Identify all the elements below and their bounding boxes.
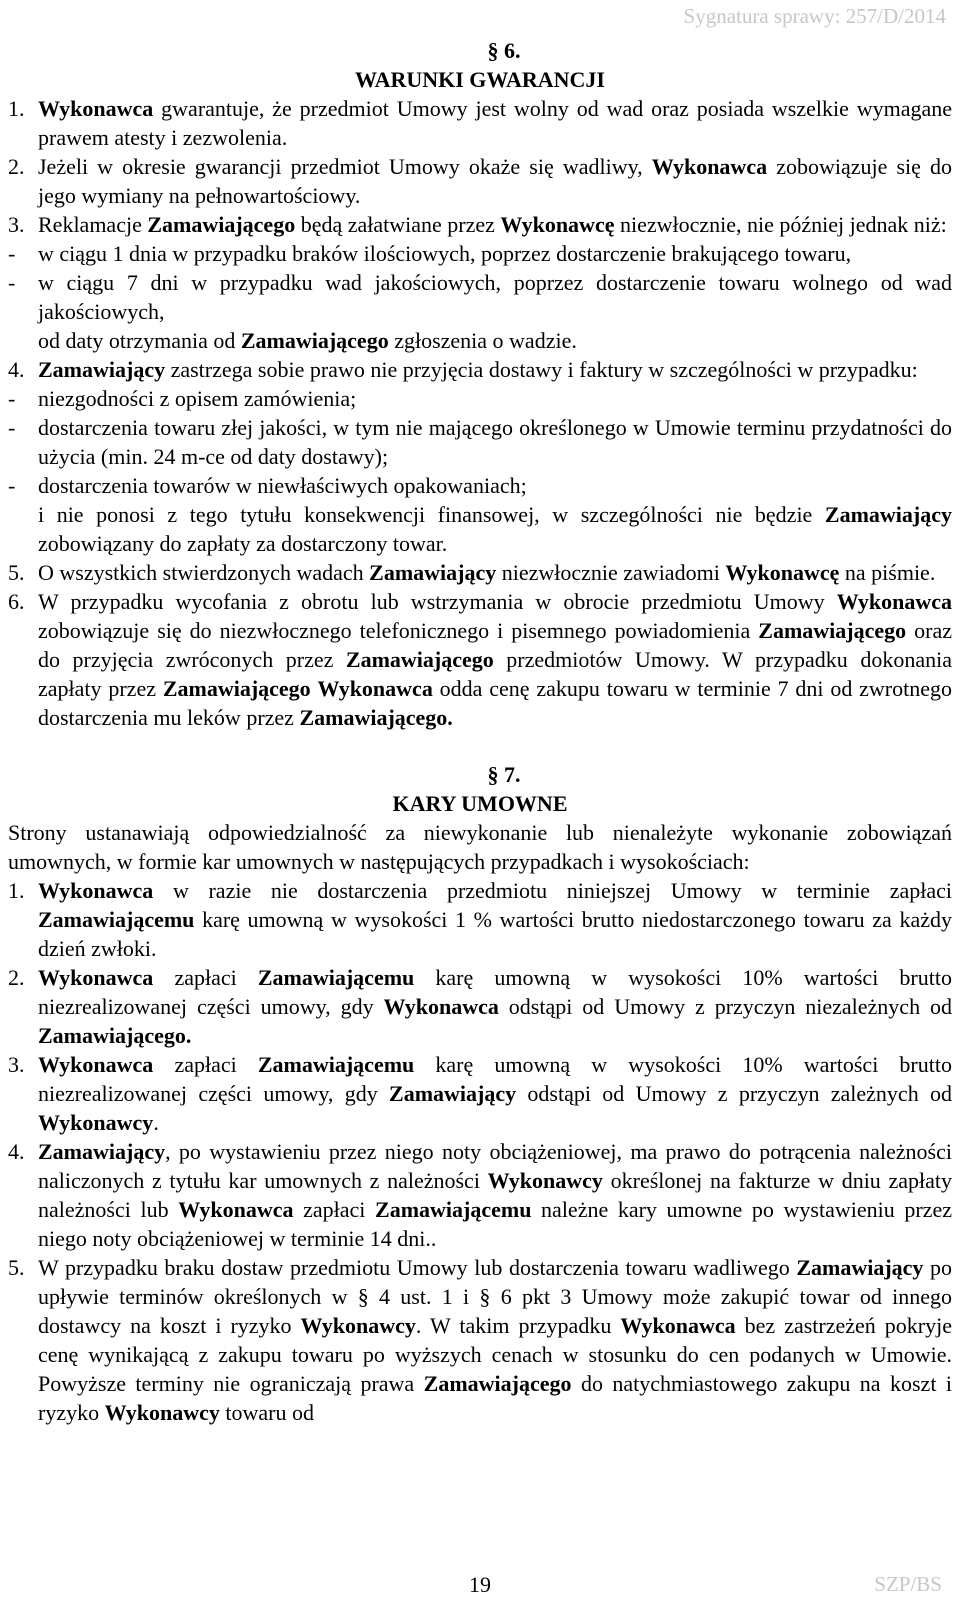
party-name: Wykonawcę [725,560,840,585]
s6-item-3-conclusion: od daty otrzymania od Zamawiającego zgłoszenia o wadzie. [38,328,577,353]
party-name: Wykonawca [38,1052,154,1077]
party-name: Wykonawca [383,994,499,1019]
party-name: Zamawiającego [758,618,907,643]
item-text: zastrzega sobie prawo nie przyjęcia dostawy i faktury w szczególności w przypadku: [165,357,918,382]
dash-item: - w ciągu 7 dni w przypadku wad jakościowych, poprzez dostarczenie towaru wolnego od wad jakościowych, [8,270,952,324]
item-text: Jeżeli w okresie gwarancji przedmiot Umowy okaże się wadliwy, [38,154,652,179]
section-7-paragraph-mark: § 7. [487,762,521,787]
dash-item-text: niezgodności z opisem zamówienia; [38,386,357,411]
department-code: SZP/BS [874,1572,942,1596]
party-name: Wykonawca [836,589,952,614]
party-name: Wykonawca [38,878,154,903]
item-number: 5. [8,560,25,585]
s7-item-2: 2. Wykonawca zapłaci Zamawiającemu karę umowną w wysokości 10% wartości brutto niezrealizowanej części umowy, gdy Wykonawca odstąpi od Umowy z przyczyn niezależnych od Zamawiającego. [8,965,952,1048]
item-text: zobowiązuje się do jego wymiany na pełnowartościowy. [38,154,953,208]
section-7-intro: Strony ustanawiają odpowiedzialność za niewykonanie lub nienależyte wykonanie zobowiązań umownych, w formie kar umownych w następujących przypadkach i wysokościach: [8,820,952,874]
party-name: Zamawiającego [345,647,494,672]
item-number: 3. [8,1052,25,1077]
party-name: Wykonawcę [500,212,615,237]
party-name: Wykonawcy [487,1168,603,1193]
item-number: 2. [8,154,25,179]
party-name: Zamawiającemu [257,1052,415,1077]
dash-item-text: w ciągu 1 dnia w przypadku braków ilościowych, poprzez dostarczenie brakującego towaru, [38,241,852,266]
party-name: Zamawiający [369,560,497,585]
s6-item-6: 6. W przypadku wycofania z obrotu lub wstrzymania w obrocie przedmiotu Umowy Wykonawca zobowiązuje się do niezwłocznego telefonicznego i pisemnego powiadomienia Zamawiającego oraz do przyjęcia zwróconych przez Zamawiającego przedmiotów Umowy. W przypadku dokonania zapłaty przez Zamawiającego Wykonawca odda cenę zakupu towaru w terminie 7 dni od zwrotnego dostarczenia mu leków przez Zamawiającego. [8,589,953,730]
party-name: Zamawiający [824,502,952,527]
dash-item-text: w ciągu 7 dni w przypadku wad jakościowych, poprzez dostarczenie towaru wolnego od wad jakościowych, [38,270,952,324]
document-body [8,36,952,1427]
s7-item-4: 4. Zamawiający, po wystawieniu przez niego noty obciążeniowej, ma prawo do potrącenia należności naliczonych z tytułu kar umownych z należności Wykonawcy określonej na fakturze w dniu zapłaty należności lub Wykonawca zapłaci Zamawiającemu należne kary umowne po wystawieniu przez niego noty obciążeniowej w terminie 14 dni.. [8,1139,953,1251]
item-text: gwarantuje, że przedmiot Umowy jest wolny od wad oraz posiada wszelkie wymagane prawem atesty i zezwolenia. [38,96,952,150]
s6-item-2 [8,152,952,210]
item-number: 6. [8,589,25,614]
item-number: 1. [8,96,25,121]
page-number: 19 [469,1572,491,1597]
party-name: Zamawiającego [147,212,296,237]
section-7-title: KARY UMOWNE [392,791,568,816]
party-name: Zamawiającego [240,328,389,353]
item-number: 1. [8,878,25,903]
party-name: Zamawiającego [423,1371,572,1396]
item-number: 5. [8,1255,25,1280]
s7-item-3: 3. Wykonawca zapłaci Zamawiającemu karę umowną w wysokości 10% wartości brutto niezrealizowanej części umowy, gdy Zamawiający odstąpi od Umowy z przyczyn zależnych od Wykonawcy. [8,1052,952,1135]
party-name: Wykonawca [38,96,154,121]
party-name: Wykonawcy [104,1400,220,1425]
dash-item: - dostarczenia towaru złej jakości, w tym nie mającego określonego w Umowie terminu przydatności do użycia (min. 24 m-ce od daty dostawy); [8,415,952,469]
s7-item-5: 5. W przypadku braku dostaw przedmiotu Umowy lub dostarczenia towaru wadliwego Zamawiający po upływie terminów określonych w § 4 ust. 1 i § 6 pkt 3 Umowy może zakupić towar od innego dostawcy na koszt i ryzyko Wykonawcy. W takim przypadku Wykonawca bez zastrzeżeń pokryje cenę wynikającą z zakupu towaru po wyższych cenach w stosunku do cen podanych w Umowie. Powyższe terminy nie ograniczają prawa Zamawiającego do natychmiastowego zakupu na koszt i ryzyko Wykonawcy towaru od [8,1255,952,1425]
party-name: Zamawiający [38,357,166,382]
dash-item-text: dostarczenia towaru złej jakości, w tym nie mającego określonego w Umowie terminu przydatności do użycia (min. 24 m-ce od daty dostawy); [38,415,952,469]
party-name: Wykonawca [178,1197,294,1222]
party-name: Zamawiającemu [257,965,415,990]
dash-item-text: dostarczenia towarów w niewłaściwych opakowaniach; [38,473,527,498]
item-number: 3. [8,212,25,237]
party-name: Wykonawca [620,1313,736,1338]
party-name: Wykonawcy [38,1110,154,1135]
s6-item-4-conclusion: i nie ponosi z tego tytułu konsekwencji finansowej, w szczególności nie będzie Zamawiający zobowiązany do zapłaty za dostarczony towar. [38,502,952,556]
item-number: 4. [8,357,25,382]
party-name: Zamawiającemu [375,1197,532,1222]
s6-item-4 [8,355,952,384]
dash-item: - w ciągu 1 dnia w przypadku braków ilościowych, poprzez dostarczenie brakującego towaru, [8,239,952,268]
dash-item: - niezgodności z opisem zamówienia; [8,384,952,413]
party-name: Zamawiającego [162,676,311,701]
party-name: Zamawiającego. [299,705,453,730]
item-text: niezwłocznie, nie później jednak niż: [614,212,947,237]
s6-item-5: 5. O wszystkich stwierdzonych wadach Zamawiający niezwłocznie zawiadomi Wykonawcę na piśmie. [8,560,936,585]
item-text: Reklamacje [38,212,148,237]
s6-item-1 [8,94,952,152]
dash-item: - dostarczenia towarów w niewłaściwych opakowaniach; [8,471,952,500]
s7-item-1: 1. Wykonawca w razie nie dostarczenia przedmiotu niniejszej Umowy w terminie zapłaci Zamawiającemu karę umowną w wysokości 1 % wartości brutto niedostarczonego towaru za każdy dzień zwłoki. [8,878,952,961]
party-name: Zamawiający [389,1081,517,1106]
item-number: 4. [8,1139,25,1164]
party-name: Wykonawca [651,154,768,179]
section-6-paragraph-mark: § 6. [487,38,521,63]
party-name: Wykonawca [317,676,433,701]
party-name: Zamawiający [38,1139,166,1164]
party-name: Wykonawca [38,965,154,990]
s6-item-3 [8,210,952,239]
party-name: Zamawiającemu [38,907,195,932]
item-number: 2. [8,965,25,990]
case-signature: Sygnatura sprawy: 257/D/2014 [683,4,946,28]
party-name: Zamawiający [796,1255,924,1280]
item-text: będą załatwiane przez [295,212,501,237]
party-name: Wykonawcy [300,1313,416,1338]
party-name: Zamawiającego. [38,1023,192,1048]
section-6-title: WARUNKI GWARANCJI [355,67,605,92]
